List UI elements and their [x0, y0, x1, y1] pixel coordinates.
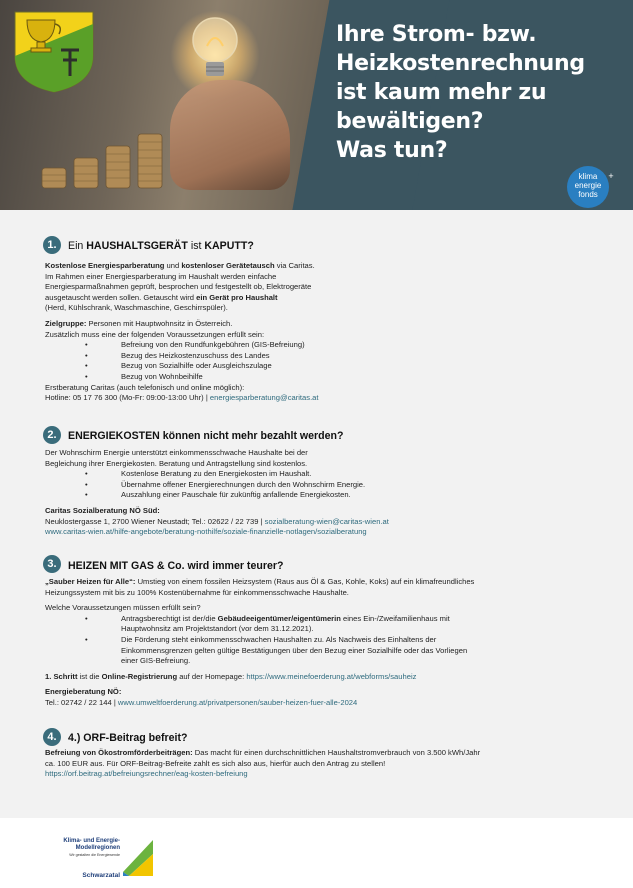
- bullet-continuation: Hauptwohnsitz am Projektstandort (vor dem 31.12.2021).: [121, 624, 314, 634]
- body-line: 1. Schritt ist die Online-Registrierung auf der Homepage: https://www.meinefoerderung.at/webforms/sauheiz: [45, 671, 417, 681]
- headline-line: Was tun?: [336, 138, 448, 163]
- body-line: Zusätzlich muss eine der folgenden Voraussetzungen erfüllt sein:: [45, 329, 265, 339]
- body-line: Tel.: 02742 / 22 144 | www.umweltfoerderung.at/privatpersonen/sauber-heizen-fuer-alle-2024: [45, 697, 358, 707]
- footer: [0, 818, 633, 888]
- body-line: Heizungssystem mit bis zu 100% Kostenübernahme für einkommensschwache Haushalte.: [45, 587, 349, 597]
- body-line: ca. 100 EUR aus. Für ORF-Beitrag-Befreite zahlt es sich also aus, hierfür auch den Antrag zu stellen!: [45, 758, 386, 768]
- url-link[interactable]: www.umweltfoerderung.at/privatpersonen/sauber-heizen-fuer-alle-2024: [117, 697, 358, 707]
- bullet-item: • Übernahme offener Energierechnungen durch den Wohnschirm Energie.: [45, 480, 605, 491]
- bullet-item: • Die Förderung steht einkommensschwachen Haushalten zu. Als Nachweis des Einhaltens der: [45, 635, 605, 646]
- section-4-title: 4.) ORF-Beitrag befreit?: [68, 732, 188, 744]
- body-line: Energieberatung NÖ:: [45, 687, 122, 697]
- section-1-body: [45, 261, 605, 404]
- bullet-continuation: einer GIS-Befreiung.: [121, 656, 191, 666]
- body-line: Begleichung ihrer Energiekosten. Beratung und Antragstellung sind kostenlos.: [45, 458, 308, 468]
- body-line: Erstberatung Caritas (auch telefonisch und online möglich):: [45, 382, 245, 392]
- bullet-item: • Kostenlose Beratung zu den Energiekosten im Haushalt.: [45, 469, 605, 480]
- municipal-crest-icon: [13, 10, 95, 94]
- url-link[interactable]: https://www.meinefoerderung.at/webforms/sauheiz: [246, 671, 417, 681]
- light-bulb-icon: [185, 12, 245, 87]
- section-3-body: [45, 577, 605, 709]
- section-1-title: Ein HAUSHALTSGERÄT ist KAPUTT?: [68, 240, 254, 252]
- logo-text: Klima- und Energie- Modellregionen: [63, 838, 120, 851]
- section-number-badge: 1.: [43, 236, 61, 254]
- bullet-item: • Antragsberechtigt ist der/die Gebäudeeigentümer/eigentümerin eines Ein-/Zweifamilienhaus mit: [45, 614, 605, 625]
- url-link[interactable]: www.caritas-wien.at/hilfe-angebote/beratung-nothilfe/soziale-finanzielle-notlagen/sozialberatung: [45, 527, 367, 537]
- email-link[interactable]: energiesparberatung@caritas.at: [209, 393, 319, 403]
- body-line: Neuklostergasse 1, 2700 Wiener Neustadt; Tel.: 02622 / 22 739 | sozialberatung-wien@caritas-wien.at: [45, 516, 389, 526]
- fonds-logo-text: klima: [578, 172, 598, 181]
- body-line: Zielgruppe: Personen mit Hauptwohnsitz in Österreich.: [45, 318, 233, 328]
- body-line: ausgetauscht werden sollen. Getauscht wird ein Gerät pro Haushalt: [45, 292, 278, 302]
- section-number-badge: 3.: [43, 555, 61, 573]
- body-line: Welche Voraussetzungen müssen erfüllt sein?: [45, 603, 201, 613]
- body-line: Caritas Sozialberatung NÖ Süd:: [45, 505, 160, 515]
- body-line: Befreiung von Ökostromförderbeiträgen: Das macht für einen durchschnittlichen Haushaltstromverbrauch von 3.500 kWh/Jahr: [45, 748, 481, 757]
- headline-line: Heizkostenrechnung: [336, 51, 585, 76]
- section-3-title: HEIZEN MIT GAS & Co. wird immer teurer?: [68, 560, 284, 572]
- headline: [336, 20, 616, 165]
- klima-energie-modellregion-logo: [40, 832, 155, 886]
- section-number-badge: 4.: [43, 728, 61, 746]
- hand-illustration: [170, 80, 290, 190]
- section-2-body: [45, 448, 605, 538]
- klima-energie-fonds-logo: [566, 165, 616, 209]
- url-link[interactable]: https://orf.beitrag.at/befreiungsrechner/eag-kosten-befreiung: [45, 769, 248, 779]
- bullet-item: • Bezug von Sozialhilfe oder Ausgleichszulage: [45, 361, 605, 372]
- region-logo-mark-icon: [123, 836, 157, 876]
- coin-stacks-icon: [40, 120, 180, 190]
- section-4-body: [45, 748, 605, 780]
- content-area: [0, 210, 633, 818]
- headline-line: ist kaum mehr zu: [336, 80, 547, 105]
- email-link[interactable]: sozialberatung-wien@caritas-wien.at: [264, 516, 389, 526]
- headline-line: bewältigen?: [336, 109, 484, 134]
- logo-tagline: Wir gestalten die Energiewende: [69, 853, 120, 857]
- body-line: Hotline: 05 17 76 300 (Mo-Fr: 09:00-13:00 Uhr) | energiesparberatung@caritas.at: [45, 393, 319, 403]
- body-line: Der Wohnschirm Energie unterstützt einkommensschwache Haushalte bei der: [45, 448, 308, 457]
- svg-text:+: +: [608, 171, 614, 181]
- body-line: (Herd, Kühlschrank, Waschmaschine, Geschirrspüler).: [45, 303, 228, 313]
- headline-line: Ihre Strom- bzw.: [336, 22, 537, 47]
- section-number-badge: 2.: [43, 426, 61, 444]
- fonds-logo-text: fonds: [578, 190, 598, 199]
- bullet-item: • Bezug des Heizkostenzuschuss des Landes: [45, 351, 605, 362]
- body-line: „Sauber Heizen für Alle“: Umstieg von einem fossilen Heizsystem (Raus aus Öl & Gas, Kohle, Koks) auf ein klimafreundliches: [45, 577, 475, 586]
- body-line: Im Rahmen einer Energiesparberatung im Haushalt werden einfache: [45, 271, 277, 281]
- fonds-logo-text: energie: [574, 181, 602, 190]
- bullet-continuation: Einkommensgrenzen gelten gültige Bestätigungen über den Bezug einer Sozialhilfe oder das Vorliegen: [121, 645, 468, 655]
- bullet-item: • Bezug von Wohnbeihilfe: [45, 372, 605, 383]
- body-line: Energiesparmaßnahmen geprüft, besprochen und festgestellt ob, Elektrogeräte: [45, 282, 312, 292]
- bullet-item: • Befreiung von den Rundfunkgebühren (GIS-Befreiung): [45, 340, 605, 351]
- region-name: Schwarzatal: [82, 872, 120, 879]
- header-banner: [0, 0, 633, 210]
- section-2-title: ENERGIEKOSTEN können nicht mehr bezahlt werden?: [68, 430, 344, 442]
- body-line: Kostenlose Energiesparberatung und kostenloser Gerätetausch via Caritas.: [45, 261, 315, 270]
- bullet-item: • Auszahlung einer Pauschale für zukünftig anfallende Energiekosten.: [45, 490, 605, 501]
